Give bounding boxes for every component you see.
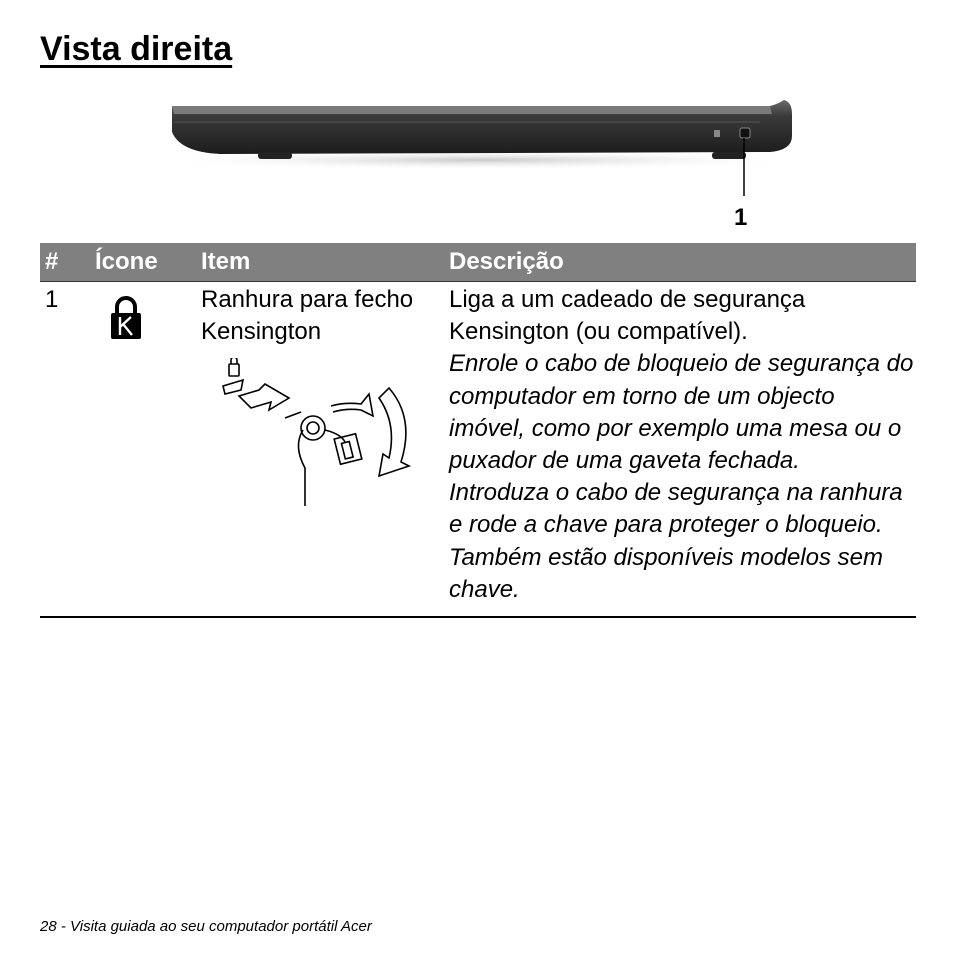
description-main: Liga a um cadeado de segurança Kensington (ou compatível). — [449, 286, 806, 346]
lock-cable-illustration — [221, 358, 417, 508]
row-number: 1 — [40, 282, 90, 618]
port-table — [40, 243, 916, 618]
header-item: Item — [196, 243, 444, 282]
callout-leader-line — [742, 138, 746, 198]
row-description-cell — [444, 282, 916, 618]
header-number: # — [40, 243, 90, 282]
header-icon: Ícone — [90, 243, 196, 282]
header-description: Descrição — [444, 243, 916, 282]
description-note-3: Também estão disponíveis modelos sem chave. — [449, 543, 883, 603]
kensington-lock-icon — [109, 294, 143, 340]
row-item-cell — [196, 282, 444, 618]
callout-number: 1 — [734, 204, 748, 231]
page-footer: 28 - Visita guiada ao seu computador portátil Acer — [40, 918, 372, 935]
table-row — [40, 282, 916, 618]
description-note-2: Introduza o cabo de segurança na ranhura e rode a chave para proteger o bloqueio. — [449, 479, 903, 539]
page-title: Vista direita — [40, 30, 233, 68]
description-note-1: Enrole o cabo de bloqueio de segurança do computador em torno de um objecto imóvel, como por exemplo uma mesa ou o puxador de uma gaveta fechada. — [449, 350, 914, 475]
table-header-row — [40, 243, 916, 282]
item-name: Ranhura para fecho Kensington — [201, 286, 414, 346]
laptop-right-side-illustration — [160, 92, 840, 172]
row-icon-cell — [90, 282, 196, 618]
